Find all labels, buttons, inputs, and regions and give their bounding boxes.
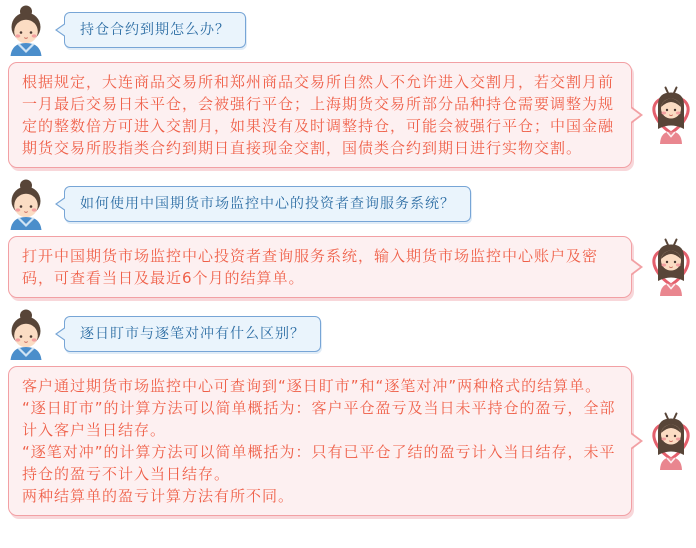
question-row: [2, 178, 696, 230]
answer-row: [8, 236, 694, 298]
boy-avatar-icon: [2, 4, 50, 56]
answer-paragraph: 两种结算单的盈亏计算方法有所不同。: [22, 487, 295, 505]
question-row: [2, 308, 696, 360]
boy-avatar-icon: [2, 308, 50, 360]
asker-avatar: [2, 178, 50, 230]
answer-bubble: [8, 62, 632, 168]
answer-row: [8, 62, 694, 168]
answerer-avatar: [648, 238, 694, 296]
question-text: 逐日盯市与逐笔对冲有什么区别？: [80, 326, 305, 342]
question-text: 如何使用中国期货市场监控中心的投资者查询服务系统？: [80, 196, 455, 212]
answerer-avatar: [648, 86, 694, 144]
girl-avatar-icon: [648, 238, 694, 296]
answer-paragraph: “逐日盯市”的计算方法可以简单概括为：客户平仓盈亏及当日未平持仓的盈亏，全部计入客户当日结存。: [22, 399, 616, 439]
answer-bubble: [8, 236, 632, 298]
answer-row: [8, 366, 694, 516]
answerer-avatar: [648, 412, 694, 470]
qa-block-2: [0, 178, 696, 298]
question-text: 持仓合约到期怎么办？: [80, 22, 230, 38]
answer-paragraph: 根据规定，大连商品交易所和郑州商品交易所自然人不允许进入交割月，若交割月前一月最后交易日未平仓，会被强行平仓；上海期货交易所部分品种持仓需要调整为规定的整数倍方可进入交割月，如果没有及时调整持仓，可能会被强行平仓；中国金融期货交易所股指类合约到期日直接现金交割，国债类合约到期日进行实物交割。: [22, 73, 615, 157]
qa-block-1: [0, 4, 696, 168]
boy-avatar-icon: [2, 178, 50, 230]
girl-avatar-icon: [648, 412, 694, 470]
asker-avatar: [2, 308, 50, 360]
qa-block-3: [0, 308, 696, 516]
answer-paragraph: 客户通过期货市场监控中心可查询到“逐日盯市”和“逐笔对冲”两种格式的结算单。: [22, 377, 602, 395]
answer-paragraph: 打开中国期货市场监控中心投资者查询服务系统，输入期货市场监控中心账户及密码，可查看当日及最近6个月的结算单。: [22, 247, 599, 287]
question-row: [2, 4, 696, 56]
question-bubble: [64, 186, 471, 222]
girl-avatar-icon: [648, 86, 694, 144]
asker-avatar: [2, 4, 50, 56]
question-bubble: [64, 12, 246, 48]
answer-paragraph: “逐笔对冲”的计算方法可以简单概括为：只有已平仓了结的盈亏计入当日结存，未平持仓的盈亏不计入当日结存。: [22, 443, 616, 483]
question-bubble: [64, 316, 321, 352]
answer-bubble: [8, 366, 632, 516]
